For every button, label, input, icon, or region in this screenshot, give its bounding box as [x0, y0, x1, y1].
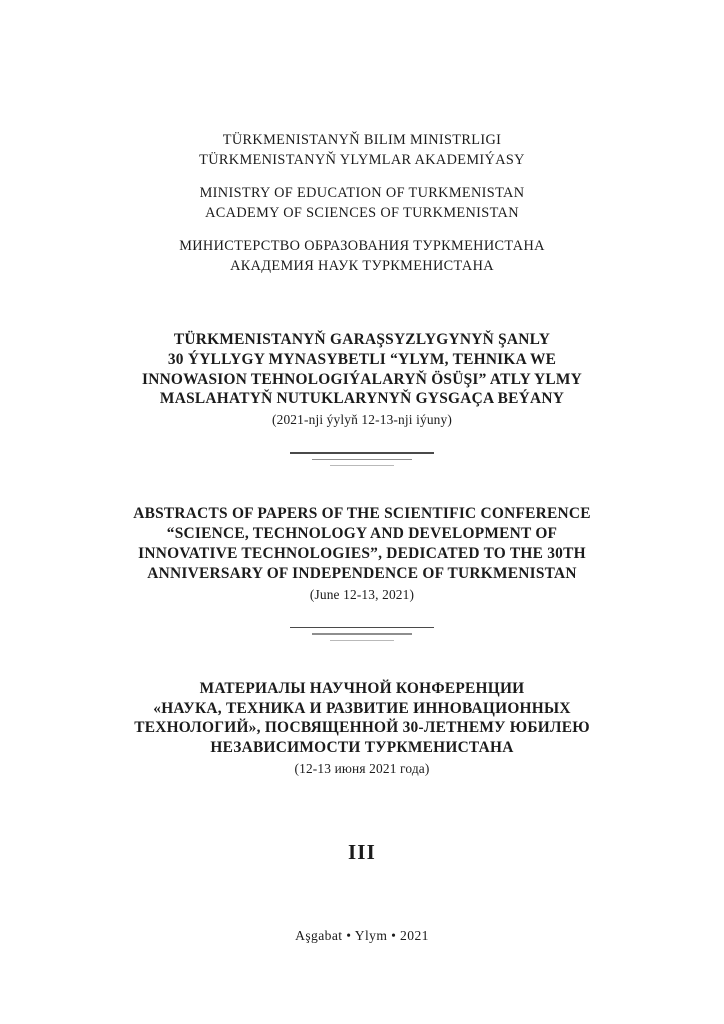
title-line: INNOVATIVE TECHNOLOGIES”, DEDICATED TO THE 30TH	[138, 544, 586, 562]
masthead-group-russian	[62, 237, 662, 276]
title-line: 30 ÝYLLYGY MYNASYBETLI “YLYM, TEHNIKA WE	[167, 350, 557, 368]
conference-title-russian	[62, 679, 662, 778]
title-line: МАТЕРИАЛЫ НАУЧНОЙ КОНФЕРЕНЦИИ	[199, 679, 525, 697]
masthead-line: МИНИСТЕРСТВО ОБРАЗОВАНИЯ ТУРКМЕНИСТАНА	[179, 238, 545, 254]
volume-number: III	[347, 839, 377, 864]
divider-rule-bottom	[330, 640, 394, 641]
title-line: “SCIENCE, TECHNOLOGY AND DEVELOPMENT OF	[166, 525, 558, 543]
divider-rule-top	[290, 452, 434, 454]
masthead-line: ACADEMY OF SCIENCES OF TURKMENISTAN	[205, 204, 519, 221]
title-line: MASLAHATYŇ NUTUKLARYNYŇ GYSGAÇA BEÝANY	[159, 390, 565, 408]
imprint-line: Aşgabat • Ylym • 2021	[295, 927, 429, 943]
divider-rule-top	[290, 627, 434, 629]
masthead-line: TÜRKMENISTANYŇ BILIM MINISTRLIGI	[222, 132, 502, 148]
conference-date-turkmen: (2021-nji ýylyň 12-13-nji iýuny)	[272, 412, 452, 428]
title-line: НЕЗАВИСИМОСТИ ТУРКМЕНИСТАНА	[210, 739, 514, 757]
title-line: INNOWASION TEHNOLOGIÝALARYŇ ÖSÜŞI” ATLY YLMY	[141, 370, 583, 388]
title-line: TÜRKMENISTANYŇ GARAŞSYZLYGYNYŇ ŞANLY	[173, 331, 551, 348]
section-divider	[62, 429, 662, 466]
masthead-group-english	[62, 184, 662, 223]
conference-title-english	[62, 504, 662, 603]
masthead-line: АКАДЕМИЯ НАУК ТУРКМЕНИСТАНА	[230, 257, 494, 274]
conference-date-russian: (12-13 июня 2021 года)	[294, 760, 430, 776]
masthead-line: TÜRKMENISTANYŇ YLYMLAR AKADEMIÝASY	[199, 151, 525, 168]
section-divider	[62, 604, 662, 641]
conference-date-english: (June 12-13, 2021)	[309, 586, 415, 602]
divider-rule-bottom	[330, 465, 394, 466]
title-line: «НАУКА, ТЕХНИКА И РАЗВИТИЕ ИННОВАЦИОННЫХ	[153, 699, 571, 717]
title-line: ABSTRACTS OF PAPERS OF THE SCIENTIFIC CONFERENCE	[133, 505, 591, 523]
conference-title-turkmen	[62, 330, 662, 429]
divider-rule-middle	[312, 633, 412, 634]
masthead-group-turkmen	[62, 131, 662, 170]
masthead-line: MINISTRY OF EDUCATION OF TURKMENISTAN	[199, 185, 525, 201]
masthead	[62, 0, 662, 276]
title-line: ТЕХНОЛОГИЙ», ПОСВЯЩЕННОЙ 30-ЛЕТНЕМУ ЮБИЛЕЮ	[134, 719, 590, 737]
title-line: ANNIVERSARY OF INDEPENDENCE OF TURKMENISTAN	[147, 564, 577, 582]
divider-rule-middle	[312, 459, 412, 460]
